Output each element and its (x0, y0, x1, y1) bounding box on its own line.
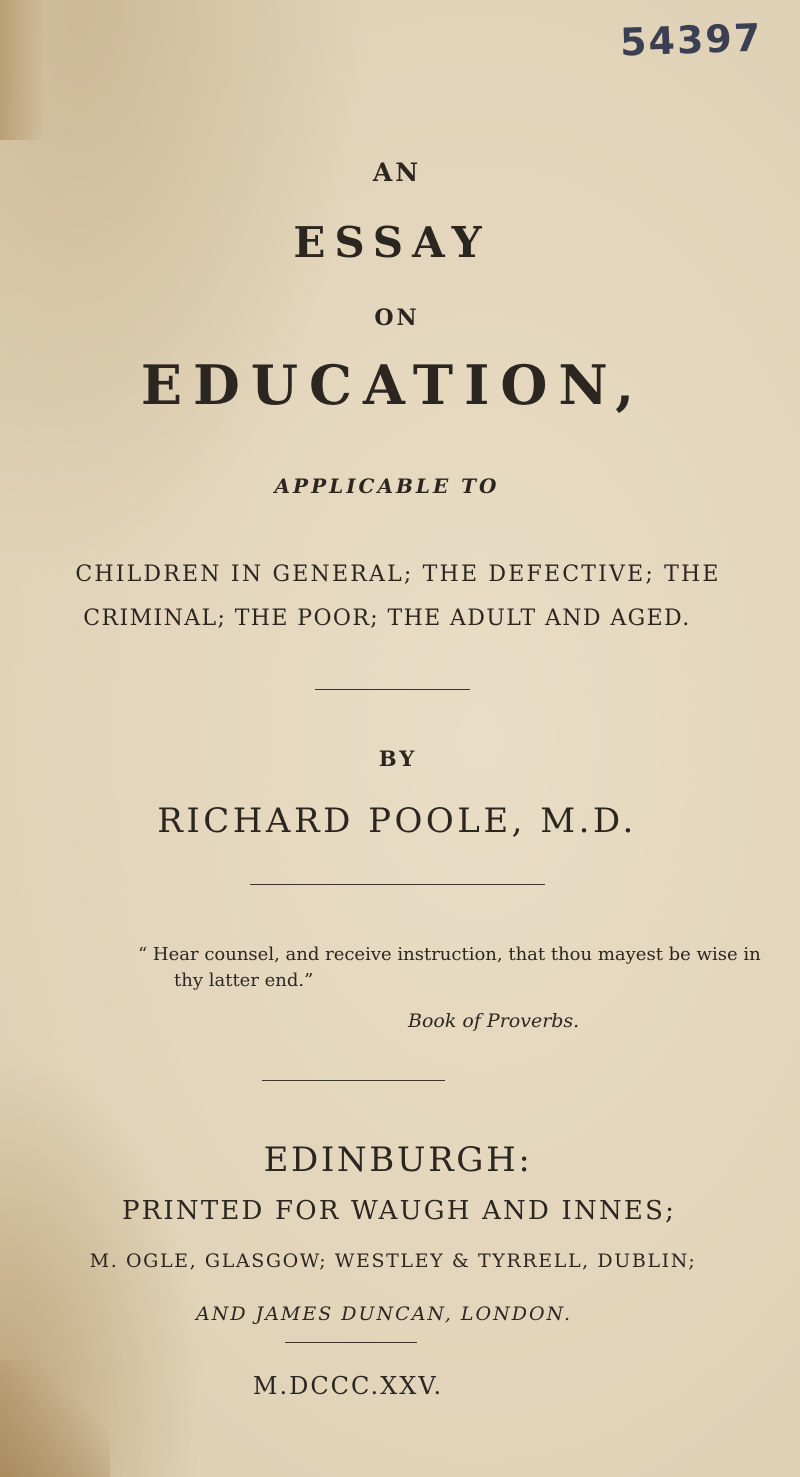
title-essay: ESSAY (293, 218, 491, 267)
page-edge-stain-top (0, 0, 45, 140)
imprint-date: M.DCCC.XXV. (252, 1372, 444, 1400)
title-on: ON (374, 305, 420, 331)
epigraph-source: Book of Proverbs. (408, 1010, 580, 1032)
catalog-number: 54397 (619, 15, 763, 65)
subtitle-line-2: CHILDREN IN GENERAL; THE DEFECTIVE; THE (75, 562, 721, 587)
epigraph-line-2: thy latter end.” (174, 970, 314, 991)
subtitle-applicable-to: APPLICABLE TO (274, 474, 500, 498)
divider-rule (285, 1342, 417, 1343)
divider-rule (315, 689, 470, 690)
title-education: EDUCATION, (140, 353, 646, 417)
author-name: RICHARD POOLE, M.D. (157, 801, 637, 841)
byline-by: BY (378, 746, 418, 771)
epigraph-line-1: “ Hear counsel, and receive instruction, that thou mayest be wise in (138, 944, 761, 965)
imprint-sellers: M. OGLE, GLASGOW; WESTLEY & TYRRELL, DUBLIN; (89, 1250, 697, 1272)
imprint-printed-for: PRINTED FOR WAUGH AND INNES; (121, 1196, 677, 1226)
imprint-city: EDINBURGH: (263, 1140, 533, 1180)
imprint-london: AND JAMES DUNCAN, LONDON. (195, 1303, 573, 1325)
subtitle-line-3: CRIMINAL; THE POOR; THE ADULT AND AGED. (83, 606, 691, 631)
divider-rule (262, 1080, 445, 1081)
divider-rule (250, 884, 545, 885)
title-an: AN (372, 158, 422, 187)
